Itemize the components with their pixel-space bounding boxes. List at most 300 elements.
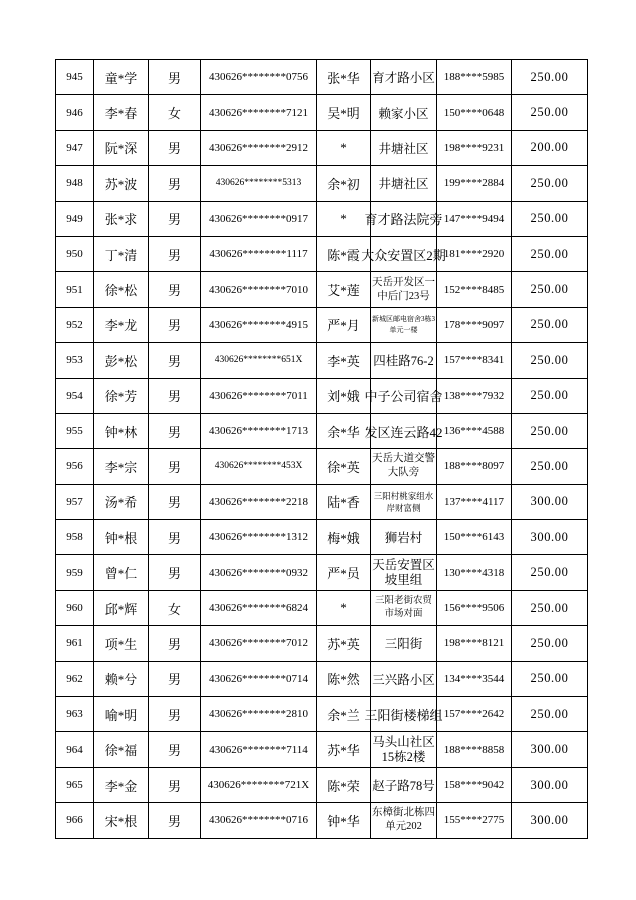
cell-gender-container xyxy=(149,307,201,342)
cell-number: 947 xyxy=(66,141,83,154)
cell-address-container xyxy=(371,555,437,590)
cell-contact: 张*华 xyxy=(327,70,360,86)
cell-address-container xyxy=(371,343,437,378)
cell-address-container xyxy=(371,661,437,696)
cell-contact-container xyxy=(317,413,371,448)
cell-number: 965 xyxy=(66,779,83,791)
cell-number: 955 xyxy=(66,425,83,438)
cell-amount-container xyxy=(512,803,588,838)
cell-contact: 陆*香 xyxy=(327,495,360,511)
cell-phone-container xyxy=(437,307,512,342)
table-row xyxy=(56,732,588,767)
cell-amount-container xyxy=(512,520,588,555)
cell-name: 张*求 xyxy=(104,212,138,228)
cell-name-container xyxy=(94,767,149,802)
cell-number-container xyxy=(56,413,94,448)
cell-id-number: 430626********721X xyxy=(207,779,310,791)
cell-name-container xyxy=(94,484,149,519)
cell-id-number: 430626********7012 xyxy=(209,637,308,650)
cell-contact-container xyxy=(317,95,371,130)
cell-id-number: 430626********2810 xyxy=(209,708,308,721)
cell-number: 961 xyxy=(66,637,83,650)
cell-contact: 艾*莲 xyxy=(327,283,360,299)
cell-name-container xyxy=(94,95,149,130)
cell-name-container xyxy=(94,520,149,555)
cell-name-container xyxy=(94,236,149,271)
cell-amount: 300.00 xyxy=(530,742,569,757)
cell-amount-container xyxy=(512,697,588,732)
cell-gender: 男 xyxy=(167,70,181,86)
cell-phone-container xyxy=(437,626,512,661)
cell-number-container xyxy=(56,272,94,307)
cell-amount-container xyxy=(512,272,588,307)
cell-address-container xyxy=(371,484,437,519)
cell-name-container xyxy=(94,130,149,165)
cell-contact: * xyxy=(340,600,347,616)
cell-amount: 300.00 xyxy=(530,777,569,792)
cell-id-number-container xyxy=(201,732,317,767)
cell-number-container xyxy=(56,555,94,590)
cell-phone-container xyxy=(437,732,512,767)
data-table xyxy=(55,59,588,839)
cell-name-container xyxy=(94,697,149,732)
cell-name: 钟*根 xyxy=(104,530,138,546)
cell-contact-container xyxy=(317,130,371,165)
cell-amount-container xyxy=(512,130,588,165)
cell-id-number-container xyxy=(201,60,317,95)
cell-contact: 钟*华 xyxy=(327,813,360,829)
cell-amount-container xyxy=(512,343,588,378)
cell-gender-container xyxy=(149,378,201,413)
cell-gender: 女 xyxy=(167,106,181,122)
cell-id-number-container xyxy=(201,236,317,271)
cell-contact: 苏*英 xyxy=(327,636,360,652)
cell-amount: 300.00 xyxy=(530,812,569,827)
cell-id-number: 430626********0917 xyxy=(209,212,308,225)
cell-id-number-container xyxy=(201,590,317,625)
cell-phone-container xyxy=(437,130,512,165)
cell-id-number: 430626********2912 xyxy=(209,141,308,154)
table-row xyxy=(56,449,588,484)
cell-amount: 250.00 xyxy=(530,600,569,615)
cell-number-container xyxy=(56,201,94,236)
cell-address: 育才路小区 xyxy=(372,71,435,86)
cell-gender: 男 xyxy=(167,495,181,511)
cell-number: 957 xyxy=(66,495,83,508)
cell-gender-container xyxy=(149,60,201,95)
cell-address: 三阳村桃家组水 岸财富侧 xyxy=(373,490,434,513)
cell-phone: 137****4117 xyxy=(443,495,505,508)
cell-gender-container xyxy=(149,555,201,590)
cell-address: 大众安置区2期 xyxy=(361,247,446,263)
cell-address-container xyxy=(371,307,437,342)
cell-address-container xyxy=(371,166,437,201)
cell-gender-container xyxy=(149,484,201,519)
cell-address: 天岳大道交警 大队旁 xyxy=(372,453,435,479)
cell-contact: 余*初 xyxy=(327,176,360,192)
cell-contact-container xyxy=(317,803,371,838)
cell-number: 966 xyxy=(66,814,83,827)
cell-number-container xyxy=(56,697,94,732)
cell-name-container xyxy=(94,343,149,378)
cell-id-number-container xyxy=(201,378,317,413)
cell-contact: 余*华 xyxy=(327,424,360,440)
cell-gender: 男 xyxy=(167,566,181,582)
cell-amount: 250.00 xyxy=(530,423,569,438)
cell-number: 945 xyxy=(66,71,83,84)
cell-name: 丁*清 xyxy=(104,247,138,263)
cell-contact-container xyxy=(317,590,371,625)
cell-gender: 男 xyxy=(167,813,181,829)
cell-address-container xyxy=(371,60,437,95)
cell-gender-container xyxy=(149,236,201,271)
cell-amount: 250.00 xyxy=(530,282,569,297)
cell-name: 钟*林 xyxy=(104,424,138,440)
cell-amount: 250.00 xyxy=(530,565,569,580)
cell-phone: 178****9097 xyxy=(443,318,505,331)
cell-name: 彭*松 xyxy=(104,353,138,369)
cell-number: 960 xyxy=(66,602,83,615)
cell-number: 953 xyxy=(66,354,83,367)
cell-number: 964 xyxy=(66,743,83,756)
cell-name-container xyxy=(94,590,149,625)
cell-number: 946 xyxy=(66,106,83,119)
table-row xyxy=(56,166,588,201)
cell-contact: 严*月 xyxy=(327,318,360,334)
cell-number: 951 xyxy=(66,283,83,296)
cell-number-container xyxy=(56,661,94,696)
cell-amount: 300.00 xyxy=(530,529,569,544)
table-body xyxy=(56,60,588,839)
cell-id-number-container xyxy=(201,484,317,519)
cell-gender: 男 xyxy=(167,247,181,263)
cell-address-container xyxy=(371,803,437,838)
cell-name: 汤*希 xyxy=(104,495,138,511)
cell-id-number-container xyxy=(201,166,317,201)
cell-number-container xyxy=(56,166,94,201)
cell-number-container xyxy=(56,130,94,165)
cell-contact-container xyxy=(317,520,371,555)
cell-amount-container xyxy=(512,413,588,448)
cell-address: 井塘社区 xyxy=(378,141,429,156)
cell-address-container xyxy=(364,201,443,236)
cell-number: 958 xyxy=(66,531,83,544)
cell-name-container xyxy=(94,166,149,201)
cell-id-number-container xyxy=(201,697,317,732)
cell-amount-container xyxy=(512,555,588,590)
cell-phone: 130****4318 xyxy=(443,566,505,579)
cell-id-number: 430626********1713 xyxy=(209,425,308,438)
cell-contact: 徐*英 xyxy=(327,459,360,475)
cell-gender: 男 xyxy=(167,318,181,334)
cell-gender-container xyxy=(149,803,201,838)
cell-amount: 250.00 xyxy=(530,211,569,226)
cell-amount: 200.00 xyxy=(530,140,569,155)
cell-number-container xyxy=(56,732,94,767)
table-row xyxy=(56,130,588,165)
cell-number: 954 xyxy=(66,389,83,402)
cell-address-container xyxy=(364,697,443,732)
cell-amount: 300.00 xyxy=(530,494,569,509)
cell-address-container xyxy=(364,378,443,413)
cell-gender-container xyxy=(149,520,201,555)
cell-address: 井塘社区 xyxy=(378,177,429,192)
cell-contact-container xyxy=(317,60,371,95)
cell-number: 959 xyxy=(66,566,83,579)
cell-name-container xyxy=(94,413,149,448)
cell-name: 徐*芳 xyxy=(104,389,138,405)
cell-number-container xyxy=(56,520,94,555)
cell-address: 发区连云路42 xyxy=(364,424,443,440)
cell-address-container xyxy=(371,732,437,767)
cell-gender-container xyxy=(149,767,201,802)
cell-phone: 150****0648 xyxy=(443,106,505,119)
cell-id-number: 430626********0714 xyxy=(209,672,308,685)
cell-gender: 男 xyxy=(167,672,181,688)
cell-contact-container xyxy=(317,767,371,802)
cell-address-container xyxy=(371,520,437,555)
cell-phone-container xyxy=(437,413,512,448)
cell-amount: 250.00 xyxy=(530,458,569,473)
cell-amount: 250.00 xyxy=(530,635,569,650)
cell-number-container xyxy=(56,626,94,661)
cell-number-container xyxy=(56,307,94,342)
cell-address: 赖家小区 xyxy=(378,106,429,121)
cell-phone-container xyxy=(437,520,512,555)
cell-gender: 男 xyxy=(167,353,181,369)
cell-contact: 刘*娥 xyxy=(327,389,360,405)
cell-gender: 男 xyxy=(167,530,181,546)
table-row xyxy=(56,201,588,236)
cell-number-container xyxy=(56,95,94,130)
cell-id-number-container xyxy=(201,343,317,378)
cell-contact-container xyxy=(317,307,371,342)
cell-id-number-container xyxy=(201,449,317,484)
cell-gender: 男 xyxy=(167,743,181,759)
cell-gender-container xyxy=(149,166,201,201)
cell-number-container xyxy=(56,590,94,625)
cell-phone-container xyxy=(437,697,512,732)
table-row xyxy=(56,767,588,802)
cell-phone: 198****8121 xyxy=(443,637,505,650)
cell-gender: 男 xyxy=(167,636,181,652)
cell-address-container xyxy=(371,449,437,484)
table-row xyxy=(56,803,588,838)
cell-phone: 157****8341 xyxy=(443,354,505,367)
cell-phone: 155****2775 xyxy=(443,814,505,827)
cell-number-container xyxy=(56,236,94,271)
cell-id-number: 430626********6824 xyxy=(209,602,308,615)
cell-phone: 188****8097 xyxy=(443,460,505,473)
cell-contact: 李*英 xyxy=(327,353,360,369)
cell-phone-container xyxy=(437,555,512,590)
cell-gender: 男 xyxy=(167,176,181,192)
cell-name-container xyxy=(94,60,149,95)
cell-phone: 181****2920 xyxy=(443,248,505,261)
cell-contact: 余*兰 xyxy=(327,707,360,723)
cell-amount-container xyxy=(512,95,588,130)
cell-gender-container xyxy=(149,449,201,484)
cell-name-container xyxy=(94,803,149,838)
cell-id-number: 430626********7010 xyxy=(209,283,308,296)
cell-amount: 250.00 xyxy=(530,388,569,403)
table-row xyxy=(56,378,588,413)
cell-id-number-container xyxy=(201,130,317,165)
cell-amount-container xyxy=(512,378,588,413)
cell-phone: 138****7932 xyxy=(443,389,505,402)
cell-number: 956 xyxy=(66,460,83,473)
table-row xyxy=(56,484,588,519)
cell-address: 马头山社区 15栋2楼 xyxy=(372,734,435,764)
cell-name: 李*宗 xyxy=(104,459,138,475)
cell-address-container xyxy=(361,236,446,271)
cell-contact-container xyxy=(317,201,371,236)
cell-contact: 陈*荣 xyxy=(327,778,360,794)
table-row xyxy=(56,555,588,590)
cell-id-number: 430626********7121 xyxy=(209,106,308,119)
cell-gender-container xyxy=(149,590,201,625)
cell-name-container xyxy=(94,272,149,307)
cell-name: 宋*根 xyxy=(104,813,138,829)
cell-number: 962 xyxy=(66,672,83,685)
cell-amount-container xyxy=(512,307,588,342)
cell-name-container xyxy=(94,732,149,767)
cell-phone: 188****5985 xyxy=(443,71,505,84)
cell-name: 苏*波 xyxy=(104,176,138,192)
cell-phone-container xyxy=(437,95,512,130)
cell-contact-container xyxy=(317,166,371,201)
cell-number-container xyxy=(56,378,94,413)
cell-number-container xyxy=(56,767,94,802)
cell-amount: 250.00 xyxy=(530,246,569,261)
cell-name: 赖*兮 xyxy=(104,672,138,688)
cell-id-number: 430626********0932 xyxy=(209,566,308,579)
cell-phone-container xyxy=(437,343,512,378)
cell-amount: 250.00 xyxy=(530,69,569,84)
cell-contact-container xyxy=(317,555,371,590)
cell-id-number-container xyxy=(201,413,317,448)
cell-number: 950 xyxy=(66,248,83,261)
cell-name-container xyxy=(94,378,149,413)
cell-contact: 梅*娥 xyxy=(327,530,360,546)
cell-phone-container xyxy=(437,661,512,696)
cell-name: 徐*福 xyxy=(104,743,138,759)
table-row xyxy=(56,95,588,130)
cell-contact: 严*员 xyxy=(327,566,360,582)
cell-number: 963 xyxy=(66,708,83,721)
cell-gender-container xyxy=(149,661,201,696)
cell-gender: 男 xyxy=(167,778,181,794)
cell-amount: 250.00 xyxy=(530,175,569,190)
cell-id-number-container xyxy=(201,201,317,236)
cell-amount-container xyxy=(512,484,588,519)
cell-name: 李*春 xyxy=(104,106,138,122)
cell-name: 邱*辉 xyxy=(104,601,138,617)
cell-contact-container xyxy=(317,732,371,767)
cell-name: 阮*深 xyxy=(104,141,138,157)
cell-phone: 157****2642 xyxy=(443,708,505,721)
table-row xyxy=(56,590,588,625)
cell-name-container xyxy=(94,307,149,342)
cell-address: 三兴路小区 xyxy=(372,672,435,687)
cell-gender-container xyxy=(149,201,201,236)
cell-address: 天岳开发区一 中后门23号 xyxy=(372,276,435,302)
cell-gender-container xyxy=(149,343,201,378)
table-row xyxy=(56,236,588,271)
cell-name-container xyxy=(94,201,149,236)
cell-contact-container xyxy=(317,661,371,696)
cell-contact-container xyxy=(317,449,371,484)
cell-contact-container xyxy=(317,626,371,661)
cell-address-container xyxy=(371,272,437,307)
cell-phone: 188****8858 xyxy=(443,743,505,756)
cell-phone: 199****2884 xyxy=(443,177,505,190)
cell-amount-container xyxy=(512,661,588,696)
cell-name-container xyxy=(94,555,149,590)
cell-gender: 男 xyxy=(167,212,181,228)
cell-gender-container xyxy=(149,732,201,767)
cell-phone-container xyxy=(437,484,512,519)
cell-gender: 男 xyxy=(167,283,181,299)
cell-address-container xyxy=(371,767,437,802)
cell-id-number-container xyxy=(201,626,317,661)
cell-contact-container xyxy=(317,378,371,413)
cell-address: 新城区邮电宿舍3栋3 单元一楼 xyxy=(372,314,435,334)
cell-phone: 156****9506 xyxy=(443,602,505,615)
cell-phone-container xyxy=(437,803,512,838)
cell-phone: 152****8485 xyxy=(443,283,505,296)
cell-name: 童*学 xyxy=(104,70,138,86)
cell-amount-container xyxy=(512,449,588,484)
cell-name: 李*金 xyxy=(104,778,138,794)
cell-number: 948 xyxy=(66,177,83,190)
cell-phone: 134****3544 xyxy=(443,672,505,685)
cell-phone-container xyxy=(437,236,512,271)
cell-amount-container xyxy=(512,767,588,802)
cell-id-number-container xyxy=(201,803,317,838)
cell-amount: 250.00 xyxy=(530,317,569,332)
cell-contact-container xyxy=(317,697,371,732)
cell-gender-container xyxy=(149,413,201,448)
cell-gender: 女 xyxy=(167,601,181,617)
cell-name: 项*生 xyxy=(104,636,138,652)
cell-phone: 150****6143 xyxy=(443,531,505,544)
cell-address-container xyxy=(371,590,437,625)
cell-address: 三阳街 xyxy=(384,637,423,652)
cell-id-number: 430626********2218 xyxy=(209,495,308,508)
cell-phone-container xyxy=(437,272,512,307)
cell-gender-container xyxy=(149,130,201,165)
cell-amount-container xyxy=(512,201,588,236)
cell-phone-container xyxy=(437,590,512,625)
cell-id-number: 430626********1312 xyxy=(209,531,308,544)
cell-gender-container xyxy=(149,272,201,307)
cell-name: 李*龙 xyxy=(104,318,138,334)
cell-number-container xyxy=(56,484,94,519)
cell-address: 四桂路76-2 xyxy=(373,354,434,369)
cell-contact-container xyxy=(317,343,371,378)
cell-contact-container xyxy=(317,484,371,519)
cell-address-container xyxy=(371,95,437,130)
table-row xyxy=(56,413,588,448)
cell-amount-container xyxy=(512,60,588,95)
cell-id-number: 430626********651X xyxy=(214,355,303,366)
cell-contact: 吴*明 xyxy=(327,106,360,122)
cell-id-number-container xyxy=(201,307,317,342)
cell-phone: 198****9231 xyxy=(443,141,505,154)
cell-address: 育才路法院旁 xyxy=(364,212,443,228)
table-row xyxy=(56,626,588,661)
